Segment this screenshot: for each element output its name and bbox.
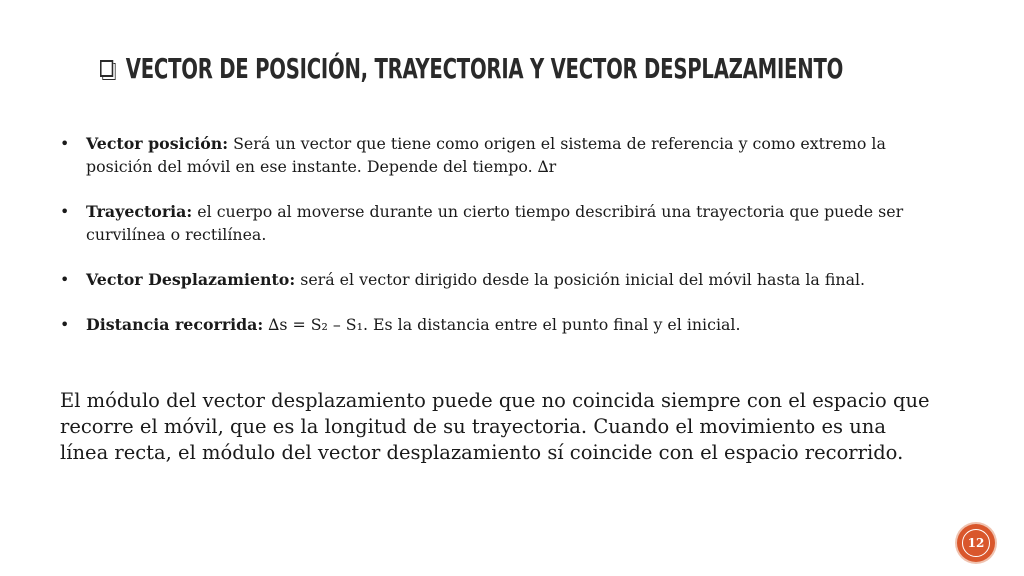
bullet-text: será el vector dirigido desde la posición inicial del móvil hasta la final. [295,270,866,289]
checkbox-square-icon [100,60,113,77]
slide-title-text: VECTOR DE POSICIÓN, TRAYECTORIA Y VECTOR DESPLAZAMIENTO [125,52,844,85]
bullet-item [60,132,920,178]
slide-title [100,52,843,85]
bullet-term: Vector Desplazamiento: [86,270,296,289]
bullet-item [60,313,920,336]
summary-paragraph: El módulo del vector desplazamiento puede que no coincida siempre con el espacio que recorre el móvil, que es la longitud de su trayectoria. Cuando el movimiento es una línea recta, el módulo del vector desplazamiento sí coincide con el espacio recorrido. [60,389,930,464]
bullet-term: Trayectoria: [86,202,193,221]
page-number-badge [957,524,995,562]
bullet-text: el cuerpo al moverse durante un cierto tiempo describirá una trayectoria que puede ser curvilínea o rectilínea. [86,202,904,244]
bullet-dot: • [60,270,70,289]
bullet-text: Será un vector que tiene como origen el sistema de referencia y como extremo la posición del móvil en ese instante. Depende del tiempo. ∆r [86,134,886,176]
bullet-text: ∆s = S₂ – S₁. Es la distancia entre el punto final y el inicial. [263,315,741,334]
bullet-dot: • [60,315,70,334]
bullet-item [60,200,920,246]
bullet-term: Vector posición: [86,134,229,153]
bullet-term: Distancia recorrida: [86,315,264,334]
page-number: 12 [962,529,990,557]
bullet-dot: • [60,202,70,221]
bullet-list [60,132,920,358]
bullet-dot: • [60,134,70,153]
bullet-item [60,268,920,291]
